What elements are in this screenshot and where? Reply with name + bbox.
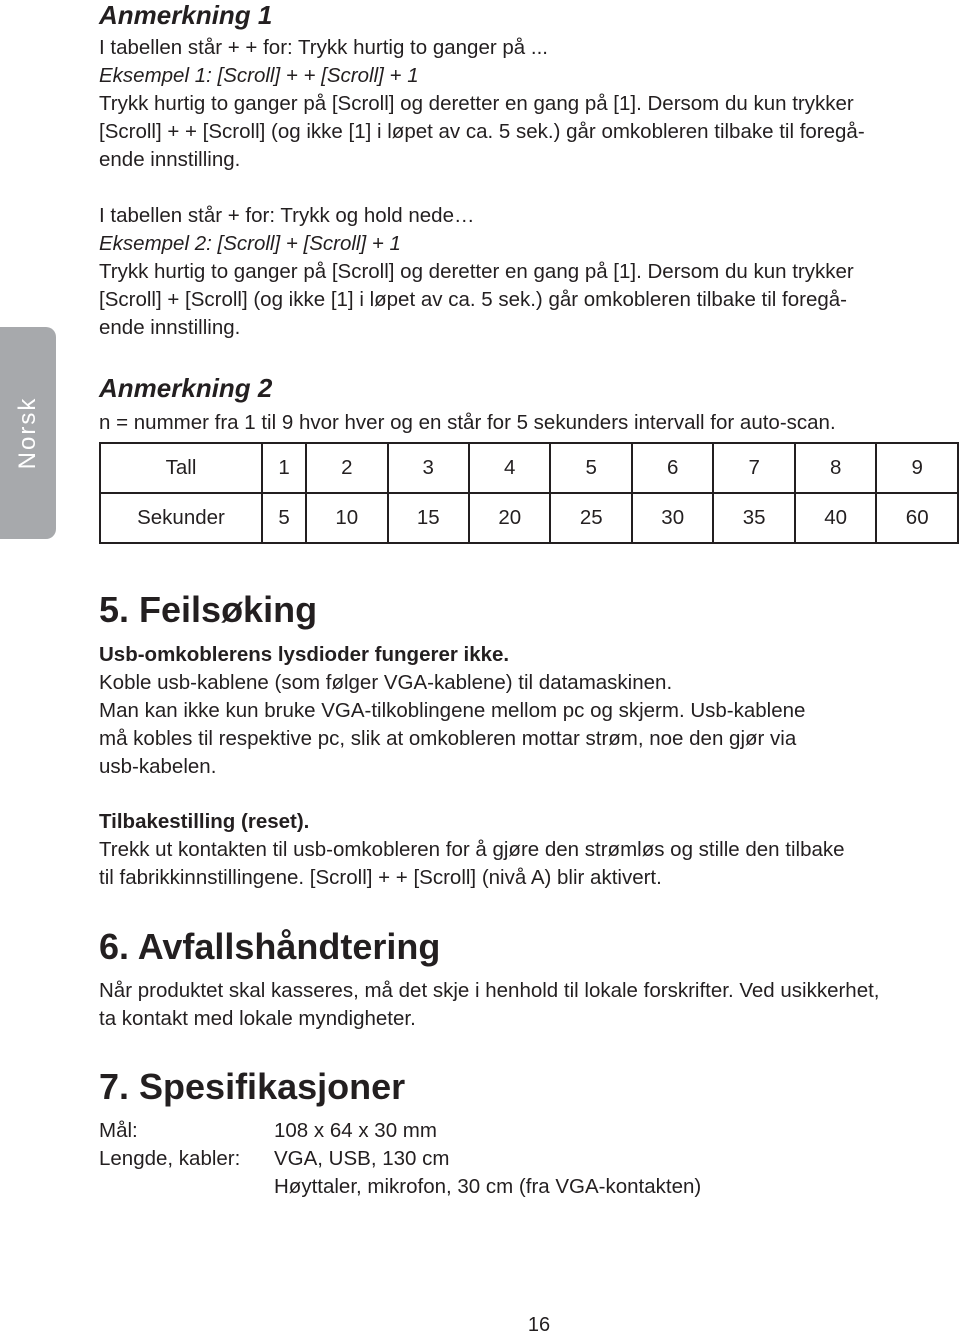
table-cell: Sekunder [100, 493, 262, 543]
note1-p2-line: [Scroll] + [Scroll] (og ikke [1] i løpet av ca. 5 sek.) går omkobleren tilbake til foregå- [99, 288, 847, 311]
spec-value: Høyttaler, mikrofon, 30 cm (fra VGA-kontakten) [274, 1175, 702, 1198]
table-cell: 15 [388, 493, 469, 543]
section5-line: Koble usb-kablene (som følger VGA-kablene) til datamaskinen. [99, 671, 673, 694]
table-row [100, 493, 958, 543]
table-cell: 4 [469, 443, 550, 493]
section5-title: 5. Feilsøking [99, 589, 318, 630]
interval-table [99, 442, 959, 544]
note1-p2-example: Eksempel 2: [Scroll] + [Scroll] + 1 [99, 232, 401, 255]
section7-title: 7. Spesifikasjoner [99, 1066, 406, 1107]
section6-title: 6. Avfallshåndtering [99, 926, 441, 967]
note2-title: Anmerkning 2 [99, 373, 273, 403]
table-cell: 2 [306, 443, 387, 493]
table-cell: 30 [632, 493, 713, 543]
language-tab-label: Norsk [14, 396, 41, 470]
page-number: 16 [527, 1314, 551, 1336]
table-cell: 20 [469, 493, 550, 543]
note1-p1-line: [Scroll] + + [Scroll] (og ikke [1] i løpet av ca. 5 sek.) går omkobleren tilbake til foregå- [99, 120, 865, 143]
section5-line: Trekk ut kontakten til usb-omkobleren for å gjøre den strømløs og stille den tilbake [99, 838, 845, 861]
section5-line: må kobles til respektive pc, slik at omkobleren mottar strøm, noe den gjør via [99, 727, 797, 750]
section6-line: Når produktet skal kasseres, må det skje i henhold til lokale forskrifter. Ved usikkerhet, [99, 979, 880, 1002]
section5-subheading: Usb-omkoblerens lysdioder fungerer ikke. [99, 643, 510, 666]
table-cell: Tall [100, 443, 262, 493]
table-cell: 1 [262, 443, 306, 493]
section5-line: usb-kabelen. [99, 755, 217, 778]
note2-text: n = nummer fra 1 til 9 hvor hver og en står for 5 sekunders intervall for auto-scan. [99, 411, 836, 434]
table-row [100, 443, 958, 493]
note1-p2-line: ende innstilling. [99, 316, 241, 339]
table-cell: 6 [632, 443, 713, 493]
table-cell: 10 [306, 493, 387, 543]
table-cell: 35 [713, 493, 794, 543]
table-cell: 9 [876, 443, 958, 493]
spec-label: Lengde, kabler: [99, 1147, 241, 1170]
note1-title: Anmerkning 1 [99, 0, 273, 30]
note1-p1-example: Eksempel 1: [Scroll] + + [Scroll] + 1 [99, 64, 419, 87]
note1-p2-line: Trykk hurtig to ganger på [Scroll] og deretter en gang på [1]. Dersom du kun trykker [99, 260, 854, 283]
section6-line: ta kontakt med lokale myndigheter. [99, 1007, 416, 1030]
note1-p1-line: Trykk hurtig to ganger på [Scroll] og deretter en gang på [1]. Dersom du kun trykker [99, 92, 854, 115]
table-cell: 60 [876, 493, 958, 543]
spec-label: Mål: [99, 1119, 138, 1142]
table-cell: 5 [550, 443, 631, 493]
table-cell: 25 [550, 493, 631, 543]
table-cell: 40 [795, 493, 876, 543]
section5-line: Man kan ikke kun bruke VGA-tilkoblingene mellom pc og skjerm. Usb-kablene [99, 699, 806, 722]
table-cell: 7 [713, 443, 794, 493]
spec-value: 108 x 64 x 30 mm [274, 1119, 437, 1142]
table-cell: 3 [388, 443, 469, 493]
table-cell: 5 [262, 493, 306, 543]
section5-subheading: Tilbakestilling (reset). [99, 810, 310, 833]
section5-line: til fabrikkinnstillingene. [Scroll] + + [Scroll] (nivå A) blir aktivert. [99, 866, 662, 889]
note1-p2-intro: I tabellen står + for: Trykk og hold nede… [99, 204, 475, 227]
note1-p1-line: ende innstilling. [99, 148, 241, 171]
language-tab [0, 327, 56, 539]
table-cell: 8 [795, 443, 876, 493]
note1-p1-intro: I tabellen står + + for: Trykk hurtig to ganger på ... [99, 36, 548, 59]
spec-value: VGA, USB, 130 cm [274, 1147, 450, 1170]
